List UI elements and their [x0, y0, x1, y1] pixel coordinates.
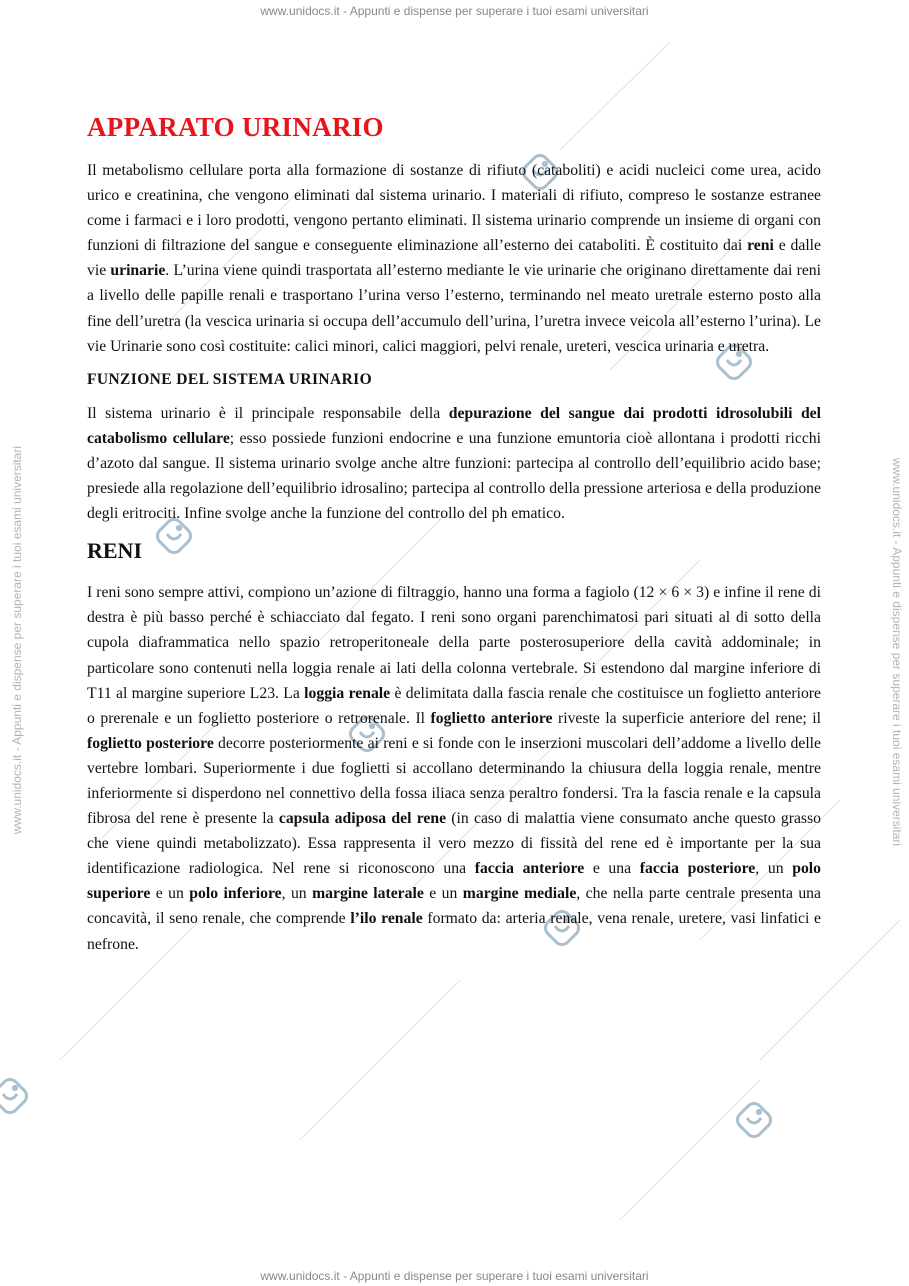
bold-term: polo inferiore [189, 885, 282, 903]
document-body [87, 108, 821, 967]
bold-term: l’ilo renale [350, 910, 423, 928]
bold-term: faccia anteriore [474, 860, 585, 878]
bold-term: faccia posteriore [639, 860, 756, 878]
text-run: e un [423, 885, 463, 903]
text-run: (in caso di malattia viene consumato anche questo grasso che viene quindi metabolizzato). Essa rappresenta il vero mezzo di fissità del rene ed è importante per la sua identificazione radiologica. Nel rene si riconoscono una [87, 810, 821, 878]
reni-paragraph [87, 580, 821, 956]
text-run: decorre posteriormente ai reni e si fonde con le inserzioni muscolari dell’addome a livello delle vertebre lombari. Superiormente i due foglietti si accollano determinando la chiusura della loggia renale, mentre inferiormente si disperdono nel connettivo della fossa iliaca senza peraltro fondersi. Tra la fascia renale e la capsula fibrosa del rene è presente la [87, 734, 821, 828]
bold-term: foglietto posteriore [87, 734, 214, 752]
watermark-left: www.unidocs.it - Appunti e dispense per superare i tuoi esami universitari [10, 445, 24, 835]
text-run: e un [150, 885, 190, 903]
intro-paragraph [87, 158, 821, 359]
section-title-reni: RENI [87, 538, 143, 564]
funzione-paragraph [87, 401, 821, 526]
text-run: riveste la superficie anteriore del rene; il [552, 709, 821, 727]
text-run: , che nella parte centrale presenta una concavità, il seno renale, che comprende [87, 885, 821, 928]
text-run: e una [584, 860, 640, 878]
text-run: ; esso possiede funzioni endocrine e una funzione emuntoria cioè allontana i prodotti ricchi d’azoto dal sangue. Il sistema urinario svolge anche altre funzioni: partecipa al controllo dell’equilibrio acido base; presiede alla regolazione dell’equilibrio idrosalino; partecipa al controllo della pressione arteriosa e della produzione degli eritrociti. Infine svolge anche la funzione del controllo del ph ematico. [87, 429, 821, 523]
text-run: formato da: arteria renale, vena renale, uretere, vasi linfatici e nefrone. [87, 910, 821, 953]
bold-term: capsula adiposa del rene [278, 810, 447, 828]
text-run: Il metabolismo cellulare porta alla formazione di sostanze di rifiuto (cataboliti) e acidi nucleici come urea, acido urico e creatinina, che vengono eliminati dal sistema urinario. I materiali di rifiuto, compreso le sostanze estranee come i farmaci e i loro prodotti, vengono pertanto eliminati. Il sistema urinario comprende un insieme di organi con funzioni di filtrazione del sangue e conseguente eliminazione all’esterno dei cataboliti. È costituito dai [87, 162, 821, 255]
bold-term: depurazione del sangue dai prodotti idrosolubili del catabolismo cellulare [87, 404, 821, 447]
section-title-funzione: FUNZIONE DEL SISTEMA URINARIO [87, 370, 373, 388]
bold-term: urinarie [110, 262, 166, 280]
text-run: , un [755, 860, 793, 878]
text-run: Il sistema urinario è il principale responsabile della [87, 404, 449, 422]
bold-term: polo superiore [87, 860, 821, 903]
unidocs-logo-icon [732, 1098, 776, 1142]
watermark-right: www.unidocs.it - Appunti e dispense per superare i tuoi esami universitari [890, 457, 904, 847]
bold-term: margine laterale [312, 885, 424, 903]
bold-term: margine mediale [462, 885, 577, 903]
bold-term: reni [747, 237, 774, 255]
unidocs-logo-icon [0, 1074, 32, 1118]
text-run: è delimitata dalla fascia renale che costituisce un foglietto anteriore o prerenale e un foglietto posteriore o retrorenale. Il [87, 684, 821, 727]
text-run: . L’urina viene quindi trasportata all’esterno mediante le vie urinarie che originano direttamente dai reni a livello delle papille renali e trasportano l’urina verso l’esterno, terminando nel meato uretrale esterno posto alla fine dell’uretra (la vescica urinaria si occupa dell’accumulo dell’urina, l’uretra invece veicola all’esterno l’urina). Le vie Urinarie sono così costituite: calici minori, calici maggiori, pelvi renale, ureteri, vescica urinaria e uretra. [87, 262, 821, 355]
watermark-top: www.unidocs.it - Appunti e dispense per superare i tuoi esami universitari [260, 4, 649, 18]
bold-term: foglietto anteriore [430, 709, 553, 727]
page-title: APPARATO URINARIO [87, 112, 384, 142]
text-run: I reni sono sempre attivi, compiono un’azione di filtraggio, hanno una forma a fagiolo (12 × 6 × 3) e infine il rene di destra è più basso perché è schiacciato dal fegato. I reni sono organi parenchimatosi pari situati al di sotto della cupola diaframmatica nello spazio retroperitoneale della parte posterosuperiore della cavità addominale; in particolare sono contenuti nella loggia renale ai lati della colonna vertebrale. Si estendono dal margine inferiore di T11 al margine superiore L23. La [87, 584, 821, 702]
watermark-bottom: www.unidocs.it - Appunti e dispense per superare i tuoi esami universitari [260, 1269, 649, 1283]
bold-term: loggia renale [304, 684, 391, 702]
text-run: , un [281, 885, 313, 903]
text-run: e dalle vie [87, 237, 822, 280]
